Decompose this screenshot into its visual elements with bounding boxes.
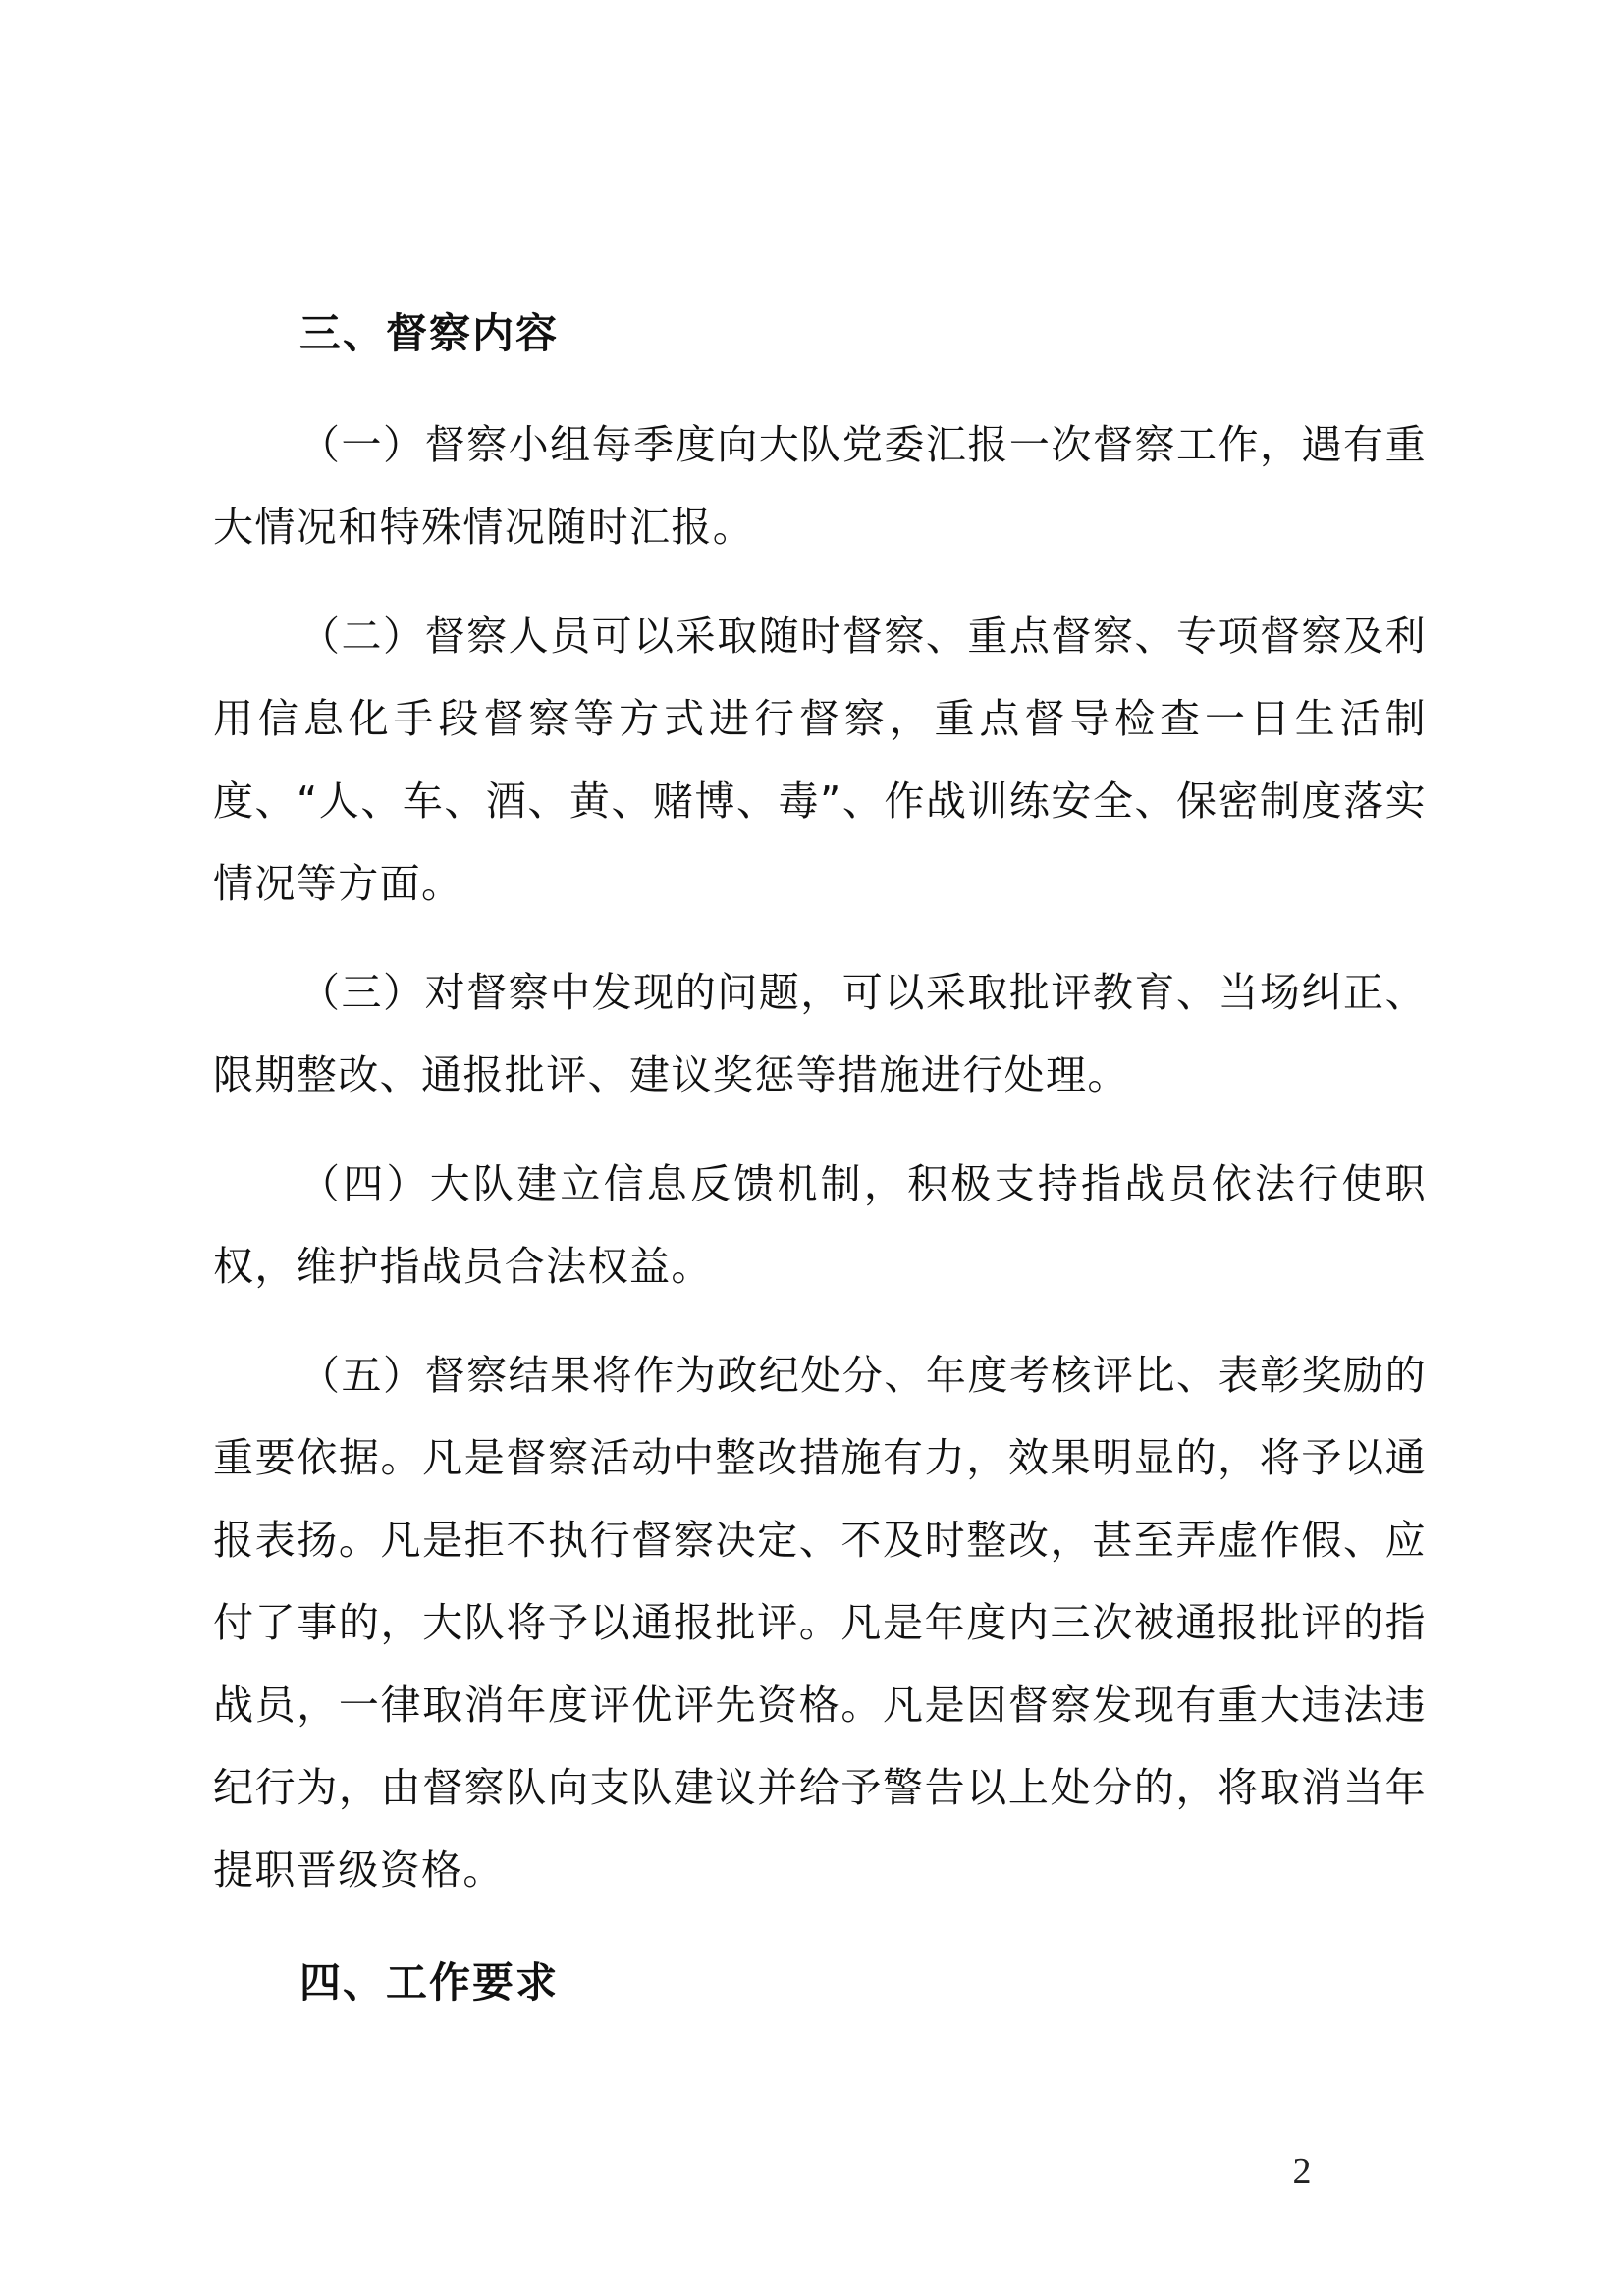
section-heading-supervision-content: 三、督察内容 xyxy=(299,309,560,357)
paragraph-2: （二）督察人员可以采取随时督察、重点督察、专项督察及利用信息化手段督察等方式进行督察，重点督导检查一日生活制度、“人、车、酒、黄、赌博、毒”、作战训练安全、保密制度落实情况等方面。 xyxy=(213,613,1427,907)
document-body xyxy=(213,306,1427,2010)
page-number: 2 xyxy=(1292,2151,1312,2192)
paragraph-4: （四）大队建立信息反馈机制，积极支持指战员依法行使职权，维护指战员合法权益。 xyxy=(213,1160,1427,1290)
paragraph-1: （一）督察小组每季度向大队党委汇报一次督察工作，遇有重大情况和特殊情况随时汇报。 xyxy=(213,421,1427,551)
section-heading-work-requirements: 四、工作要求 xyxy=(299,1958,560,2006)
paragraph-5: （五）督察结果将作为政纪处分、年度考核评比、表彰奖励的重要依据。凡是督察活动中整改措施有力，效果明显的，将予以通报表扬。凡是拒不执行督察决定、不及时整改，甚至弄虚作假、应付了事的，大队将予以通报批评。凡是年度内三次被通报批评的指战员，一律取消年度评优评先资格。凡是因督察发现有重大违法违纪行为，由督察队向支队建议并给予警告以上处分的，将取消当年提职晋级资格。 xyxy=(213,1352,1427,1894)
paragraph-3: （三）对督察中发现的问题，可以采取批评教育、当场纠正、限期整改、通报批评、建议奖惩等措施进行处理。 xyxy=(213,969,1427,1098)
